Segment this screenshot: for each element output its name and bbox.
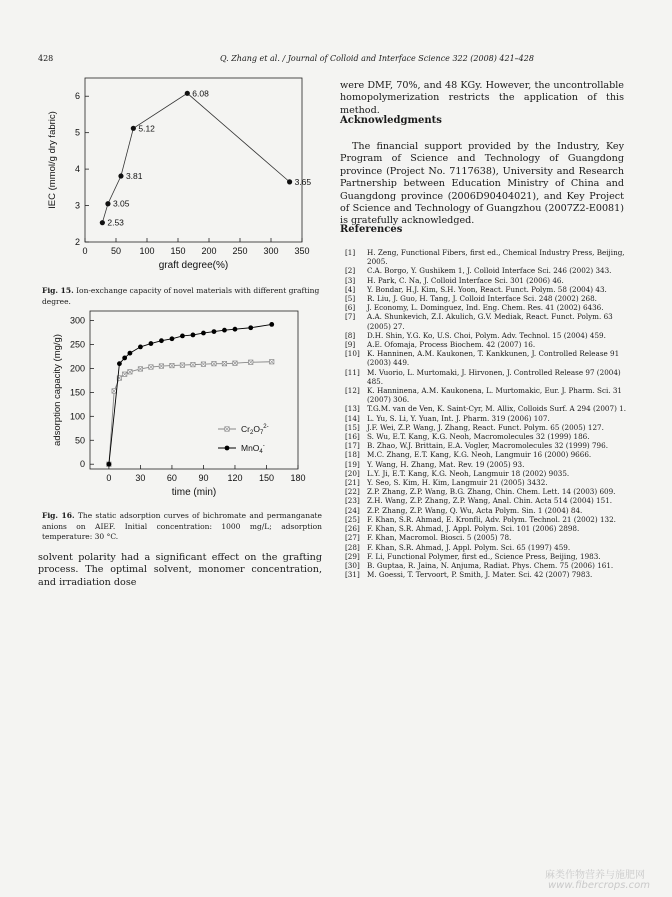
reference-number: [11] — [345, 367, 360, 377]
reference-number: [24] — [345, 505, 360, 515]
reference-number: [3] — [345, 275, 356, 285]
reference-text: K. Hanninen, A.M. Kaukonen, T. Kankkunen, J. Controlled Release 91 (2003) 449. — [367, 349, 620, 368]
reference-text: B. Guptaa, R. Jaina, N. Anjuma, Radiat. Phys. Chem. 75 (2006) 161. — [367, 560, 614, 570]
data-point — [170, 336, 175, 341]
legend-marker — [225, 446, 230, 451]
data-point — [105, 201, 110, 206]
legend-label: $Cr_2O_7^{2-}$ — [241, 424, 269, 436]
series-line — [102, 93, 289, 222]
reference-item — [345, 543, 627, 552]
watermark-chinese: 麻类作物营养与施肥网 — [545, 870, 645, 881]
page-number: 428 — [38, 54, 54, 63]
reference-item — [345, 266, 627, 275]
reference-number: [26] — [345, 524, 360, 534]
reference-item — [345, 570, 627, 579]
reference-text: Z.P. Zhang, Z.P. Wang, B.G. Zhang, Chin. Chem. Lett. 14 (2003) 609. — [367, 487, 616, 497]
reference-item — [345, 441, 627, 450]
y-axis-label: adsorption capacity (mg/g) — [52, 334, 63, 446]
reference-item — [345, 248, 627, 266]
reference-text: Y. Seo, S. Kim, H. Kim, Langmuir 21 (2005) 3432. — [367, 478, 548, 488]
data-point — [222, 328, 227, 333]
data-point — [107, 462, 112, 467]
reference-number: [2] — [345, 266, 356, 276]
reference-item — [345, 331, 627, 340]
reference-text: M. Goessi, T. Tervoort, P. Smith, J. Mater. Sci. 42 (2007) 7983. — [367, 570, 593, 580]
reference-number: [7] — [345, 312, 356, 322]
reference-number: [9] — [345, 340, 356, 350]
data-point — [118, 173, 123, 178]
reference-text: J.F. Wei, Z.P. Wang, J. Zhang, React. Funct. Polym. 65 (2005) 127. — [367, 422, 604, 432]
x-tick-label: 100 — [139, 246, 155, 256]
x-tick-label: 300 — [263, 246, 279, 256]
reference-number: [18] — [345, 450, 360, 460]
reference-text: F. Khan, Macromol. Biosci. 5 (2005) 78. — [367, 533, 512, 543]
reference-item — [345, 303, 627, 312]
reference-text: Y. Wang, H. Zhang, Mat. Rev. 19 (2005) 93. — [367, 459, 525, 469]
data-point — [212, 329, 217, 334]
reference-item — [345, 340, 627, 349]
reference-number: [13] — [345, 404, 360, 414]
x-axis-label: time (min) — [171, 487, 217, 498]
data-label: 3.81 — [125, 171, 143, 182]
reference-number: [29] — [345, 551, 360, 561]
y-tick-label: 50 — [74, 435, 85, 446]
x-tick-label: 200 — [201, 246, 217, 256]
reference-number: [21] — [345, 478, 360, 488]
reference-item — [345, 496, 627, 505]
data-point — [131, 126, 136, 131]
data-point — [159, 338, 164, 343]
data-point — [233, 327, 238, 332]
reference-text: F. Khan, S.R. Ahmad, E. Kronfli, Adv. Polym. Technol. 21 (2002) 132. — [367, 514, 616, 524]
data-point — [180, 333, 185, 338]
reference-number: [27] — [345, 533, 360, 543]
reference-text: F. Khan, S.R. Ahmad, J. Appl. Polym. Sci. 101 (2006) 2898. — [367, 524, 580, 534]
reference-text: A.A. Shunkevich, Z.I. Akulich, G.V. Mediak, React. Funct. Polym. 63 (2005) 27. — [367, 312, 613, 331]
reference-text: M.C. Zhang, E.T. Kang, K.G. Neoh, Langmuir 16 (2000) 9666. — [367, 450, 592, 460]
reference-text: K. Hanninena, A.M. Kaukonena, L. Murtomakic, Eur. J. Pharm. Sci. 31 (2007) 306. — [367, 386, 622, 405]
reference-item — [345, 312, 627, 330]
data-point — [269, 322, 274, 327]
data-point — [185, 91, 190, 96]
x-tick-label: 120 — [227, 473, 243, 483]
reference-number: [19] — [345, 459, 360, 469]
y-tick-label: 2 — [74, 237, 80, 247]
data-point — [248, 325, 253, 330]
reference-number: [31] — [345, 570, 360, 580]
reference-number: [6] — [345, 303, 356, 313]
fig16-caption-text: The static adsorption curves of bichromate and permanganate anions on AIEF. Initial concentration: 1000 mg/L; adsorption temperature: 30 °C. — [42, 511, 322, 541]
data-point — [117, 361, 122, 366]
reference-item — [345, 487, 627, 496]
y-tick-label: 4 — [74, 164, 80, 175]
reference-item — [345, 460, 627, 469]
ack-paragraph: The financial support provided by the Industry, Key Program of Science and Technology of Guangdong province (Project No. 7117638), University and Research Partnership between Education Ministry of China and Guangdong province (2006D90404021), and Key Project of Science and Technology of Guangzhou (2007Z2-E0081) is gratefully acknowledged. — [340, 141, 624, 227]
reference-number: [14] — [345, 413, 360, 423]
reference-number: [30] — [345, 560, 360, 570]
fig16-caption — [42, 511, 322, 543]
legend-label: MnO$_4$- — [241, 443, 265, 455]
reference-number: [23] — [345, 496, 360, 506]
x-tick-label: 350 — [294, 246, 310, 256]
reference-text: H. Park, C. Na, J. Colloid Interface Sci. 301 (2006) 46. — [367, 275, 564, 285]
data-label: 6.08 — [192, 88, 209, 99]
fig15-caption — [42, 286, 322, 307]
reference-item — [345, 552, 627, 561]
reference-number: [4] — [345, 284, 356, 294]
reference-number: [1] — [345, 248, 356, 257]
reference-item — [345, 386, 627, 404]
reference-text: A.E. Ofomaja, Process Biochem. 42 (2007) 16. — [367, 340, 536, 350]
reference-text: D.H. Shin, Y.G. Ko, U.S. Choi, Polym. Adv. Technol. 15 (2004) 459. — [367, 330, 606, 340]
reference-number: [8] — [345, 330, 356, 340]
reference-item — [345, 524, 627, 533]
x-tick-label: 60 — [166, 473, 177, 483]
reference-number: [22] — [345, 487, 360, 497]
reference-item — [345, 515, 627, 524]
y-tick-label: 150 — [69, 387, 85, 398]
reference-number: [16] — [345, 432, 360, 442]
x-tick-label: 250 — [232, 246, 248, 256]
x-axis-label: graft degree(%) — [158, 260, 229, 271]
reference-number: [28] — [345, 542, 360, 552]
reference-text: J. Economy, L. Dominguez, Ind. Eng. Chem. Res. 41 (2002) 6436. — [367, 303, 604, 313]
reference-number: [10] — [345, 349, 360, 359]
reference-item — [345, 478, 627, 487]
reference-item — [345, 294, 627, 303]
reference-item — [345, 469, 627, 478]
x-tick-label: 50 — [110, 246, 122, 256]
data-label: 3.05 — [112, 198, 130, 209]
left-body-paragraph: solvent polarity had a significant effect on the grafting process. The optimal solvent, monomer concentration, and irradiation dose — [38, 552, 322, 588]
ack-heading: Acknowledgments — [340, 115, 442, 126]
reference-item — [345, 414, 627, 423]
reference-text: M. Vuorio, L. Murtomaki, J. Hirvonen, J. Controlled Release 97 (2004) 485. — [367, 367, 621, 386]
running-title: Q. Zhang et al. / Journal of Colloid and Interface Science 322 (2008) 421–428 — [220, 54, 534, 63]
data-label: 3.65 — [294, 176, 312, 187]
x-tick-label: 150 — [258, 473, 275, 483]
x-tick-label: 0 — [106, 473, 112, 483]
data-point — [287, 179, 292, 184]
y-tick-label: 250 — [69, 339, 85, 350]
x-tick-label: 0 — [82, 246, 88, 256]
y-tick-label: 100 — [69, 411, 85, 422]
data-point — [149, 341, 154, 346]
reference-text: Z.P. Zhang, Z.P. Wang, Q. Wu, Acta Polym. Sin. 1 (2004) 84. — [367, 505, 583, 515]
reference-number: [17] — [345, 441, 360, 451]
data-point — [122, 356, 127, 361]
reference-number: [5] — [345, 294, 356, 304]
reference-text: H. Zeng, Functional Fibers, first ed., Chemical Industry Press, Beijing, 2005. — [367, 248, 625, 267]
reference-item — [345, 533, 627, 542]
x-tick-label: 90 — [198, 473, 209, 483]
data-label: 5.12 — [138, 123, 155, 134]
reference-text: F. Khan, S.R. Ahmad, J. Appl. Polym. Sci. 65 (1997) 459. — [367, 542, 571, 552]
y-tick-label: 300 — [69, 315, 85, 326]
reference-item — [345, 285, 627, 294]
right-intro-paragraph: were DMF, 70%, and 48 KGy. However, the uncontrollable homopolymerization restricts the application of this method. — [340, 80, 624, 116]
reference-item — [345, 423, 627, 432]
reference-item — [345, 349, 627, 367]
y-tick-label: 6 — [74, 91, 80, 102]
reference-item — [345, 276, 627, 285]
reference-list — [345, 248, 627, 579]
reference-text: L.Y. Ji, E.T. Kang, K.G. Neoh, Langmuir 18 (2002) 9035. — [367, 468, 570, 478]
reference-item — [345, 432, 627, 441]
reference-item — [345, 506, 627, 515]
reference-item — [345, 450, 627, 459]
y-tick-label: 3 — [74, 200, 80, 211]
reference-text: L. Yu, S. Li, Y. Yuan, Int. J. Pharm. 319 (2006) 107. — [367, 413, 550, 423]
reference-text: C.A. Borgo, Y. Gushikem 1, J. Colloid Interface Sci. 246 (2002) 343. — [367, 266, 612, 276]
reference-text: Z.H. Wang, Z.P. Zhang, Z.P. Wang, Anal. Chin. Acta 514 (2004) 151. — [367, 496, 613, 506]
data-point — [201, 331, 206, 336]
x-tick-label: 30 — [135, 473, 146, 483]
reference-text: T.G.M. van de Ven, K. Saint-Cyr, M. Allix, Colloids Surf. A 294 (2007) 1. — [367, 404, 627, 414]
reference-text: F. Li, Functional Polymer, first ed., Science Press, Beijing, 1983. — [367, 551, 601, 561]
reference-text: S. Wu, E.T. Kang, K.G. Neoh, Macromolecules 32 (1999) 186. — [367, 432, 590, 442]
fig15-caption-text: Ion-exchange capacity of novel materials with different grafting degree. — [42, 286, 320, 306]
fig16-caption-label: Fig. 16. — [42, 511, 75, 520]
y-tick-label: 200 — [69, 363, 85, 374]
fig15-caption-label: Fig. 15. — [42, 286, 74, 295]
reference-item — [345, 404, 627, 413]
reference-item — [345, 368, 627, 386]
reference-number: [15] — [345, 422, 360, 432]
data-point — [100, 220, 105, 225]
fig16-chart — [40, 305, 330, 505]
references-heading: References — [340, 224, 403, 235]
data-point — [128, 351, 133, 356]
x-tick-label: 180 — [290, 473, 306, 483]
reference-text: Y. Bondar, H.J. Kim, S.H. Yoon, React. Funct. Polym. 58 (2004) 43. — [367, 284, 607, 294]
y-axis-label: IEC (mmol/g dry fabric) — [47, 111, 58, 209]
x-tick-label: 150 — [170, 246, 186, 256]
reference-number: [20] — [345, 468, 360, 478]
reference-item — [345, 561, 627, 570]
watermark-url: www.fibercrops.com — [548, 880, 650, 891]
reference-text: B. Zhao, W.J. Brittain, E.A. Vogler, Macromolecules 32 (1999) 796. — [367, 441, 608, 451]
y-tick-label: 5 — [74, 127, 80, 138]
reference-number: [25] — [345, 514, 360, 524]
fig15-chart — [40, 70, 330, 280]
y-tick-label: 0 — [79, 459, 85, 470]
reference-text: R. Liu, J. Guo, H. Tang, J. Colloid Interface Sci. 248 (2002) 268. — [367, 294, 597, 304]
data-label: 2.53 — [107, 217, 124, 228]
data-point — [138, 345, 143, 350]
data-point — [191, 333, 196, 338]
reference-number: [12] — [345, 386, 360, 396]
